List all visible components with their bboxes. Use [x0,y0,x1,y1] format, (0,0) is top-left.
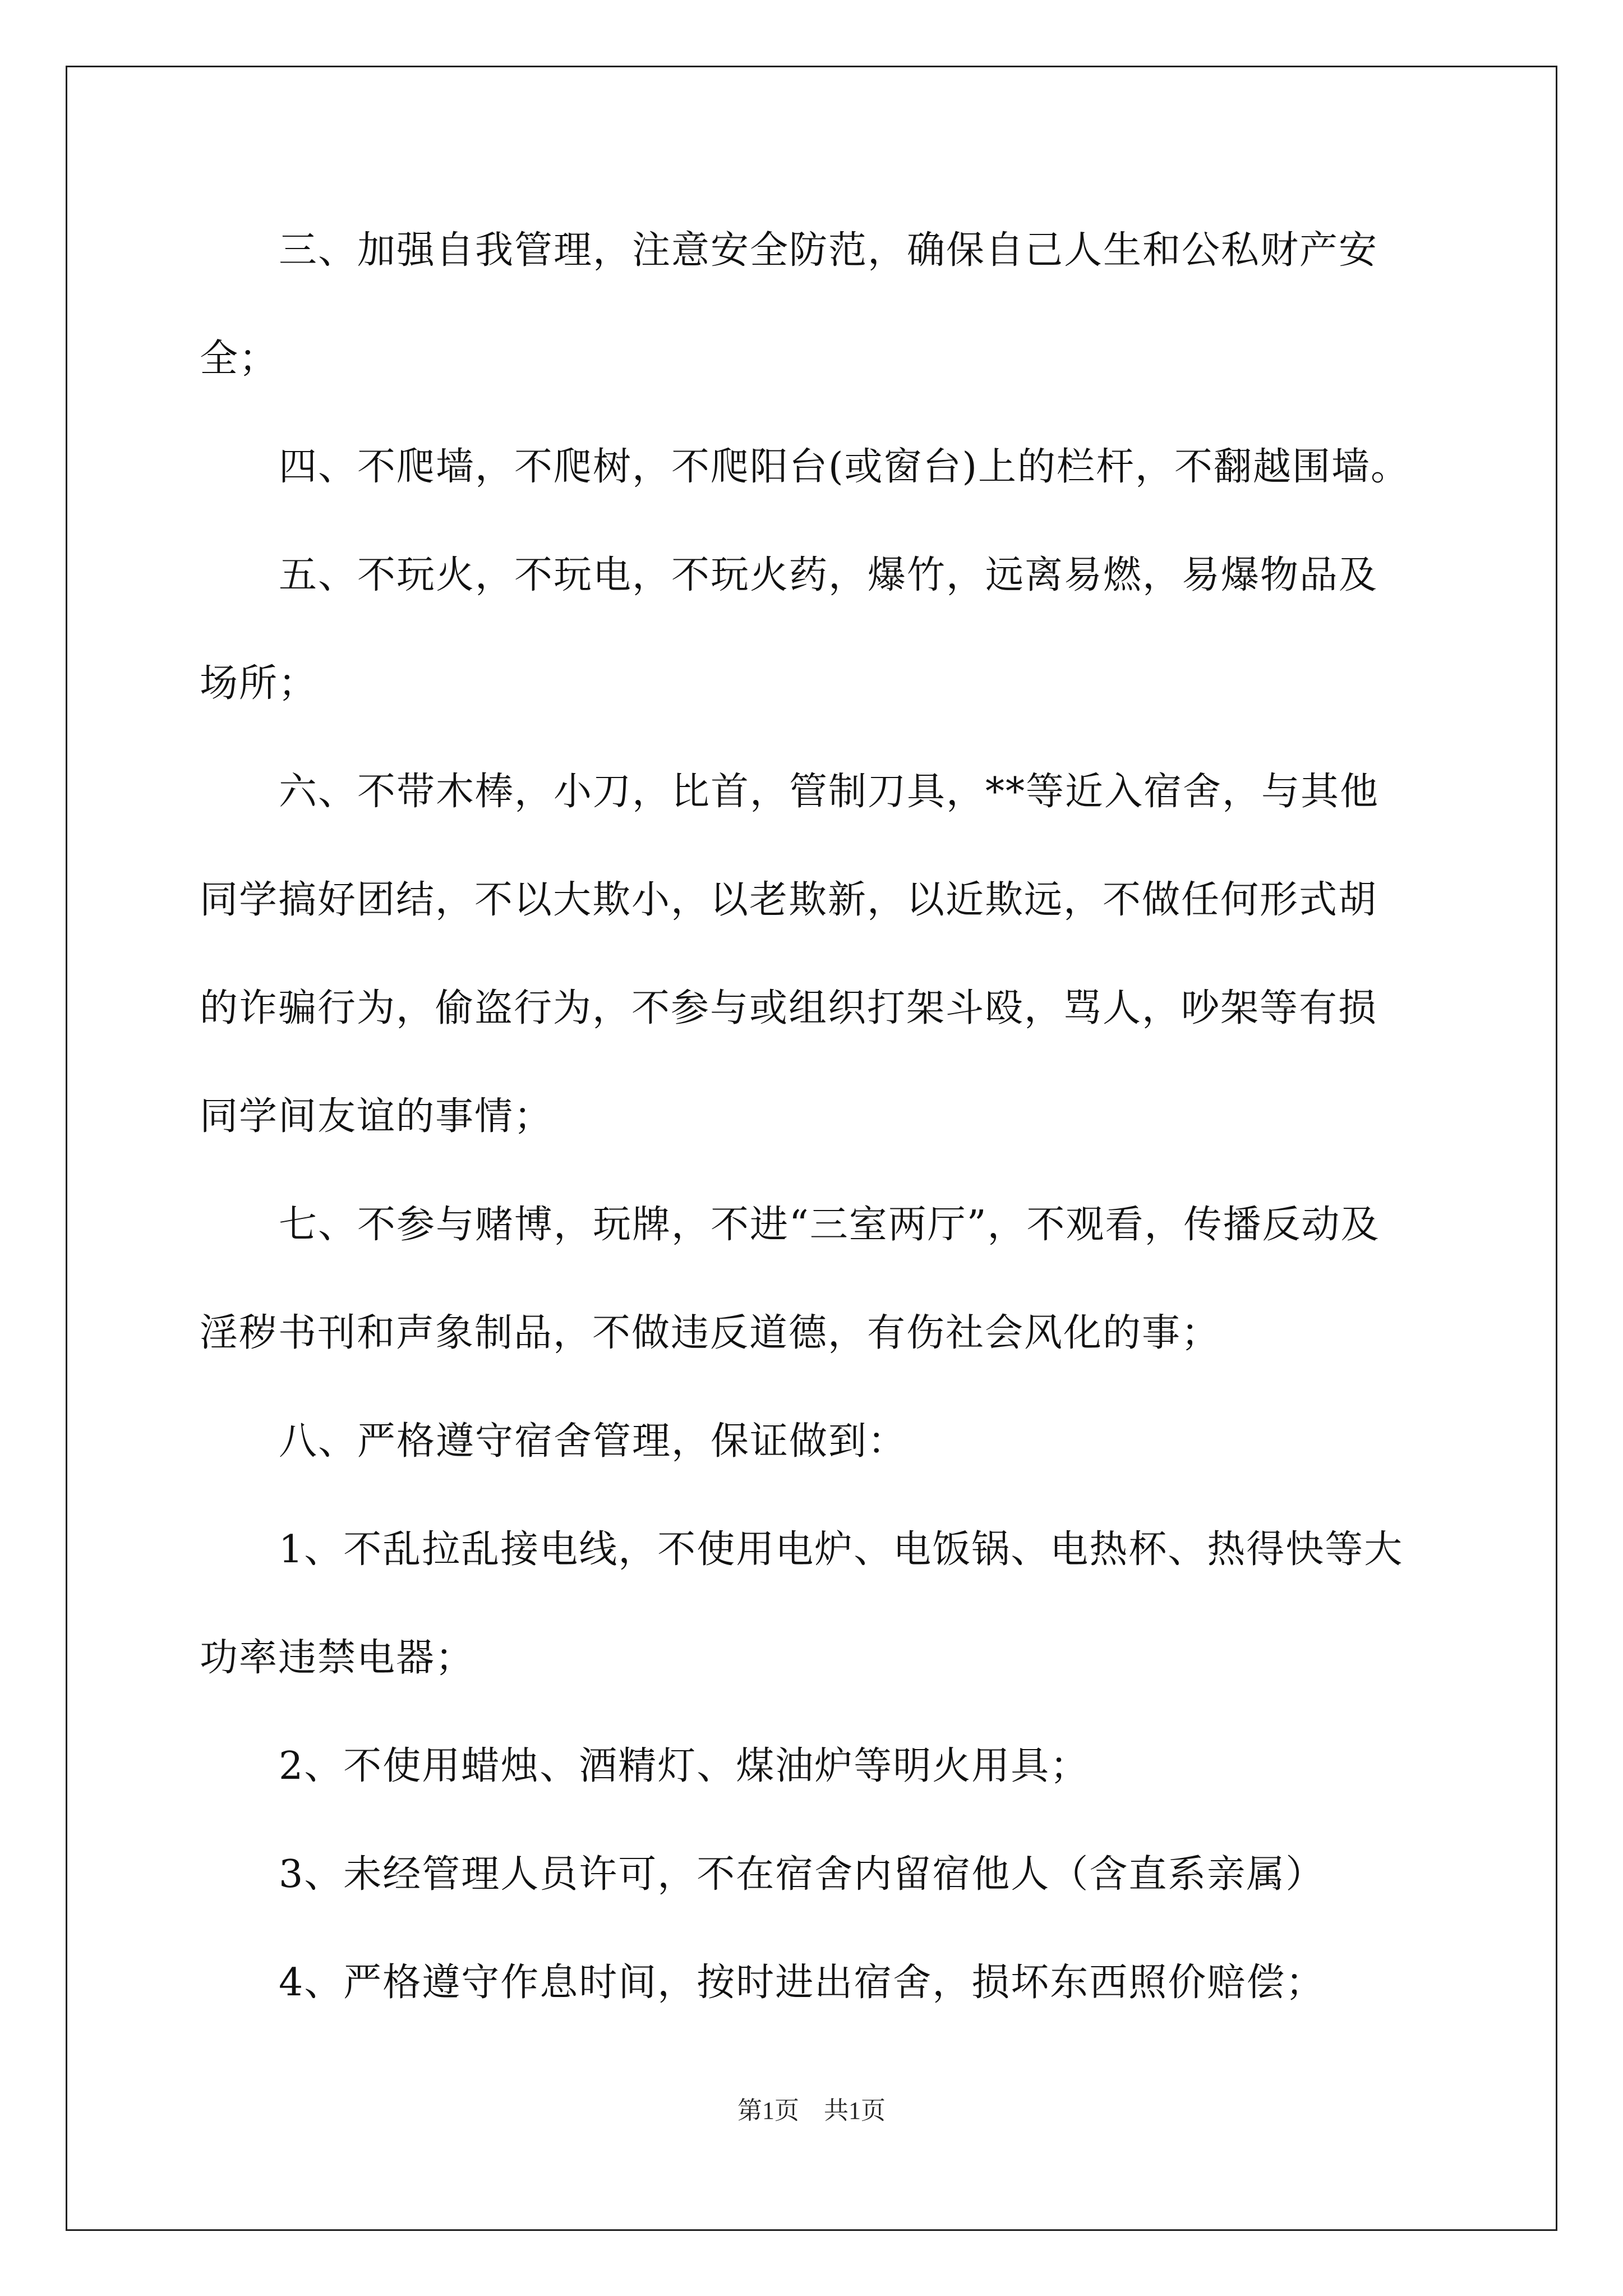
paragraph-line: 1、不乱拉乱接电线，不使用电炉、电饭锅、电热杯、热得快等大 [279,1527,1404,1572]
paragraph-line: 场所； [200,661,318,706]
paragraph-line: 四、不爬墙，不爬树，不爬阳台(或窗台)上的栏杆，不翻越围墙。 [279,445,1410,489]
paragraph-line: 同学搞好团结，不以大欺小，以老欺新，以近欺远，不做任何形式胡 [200,878,1378,922]
paragraph-line: 同学间友谊的事情； [200,1094,554,1139]
paragraph-line: 七、不参与赌博，玩牌，不进“三室两厅”，不观看，传播反动及 [279,1203,1380,1247]
paragraph-line: 功率违禁电器； [200,1636,475,1680]
page-number-footer: 第1页 共1页 [737,2097,886,2124]
paragraph-line: 五、不玩火，不玩电，不玩火药，爆竹，远离易燃，易爆物品及 [279,553,1378,597]
paragraph-line: 六、不带木棒，小刀，比首，管制刀具，**等近入宿舍，与其他 [279,770,1380,814]
page-border [66,66,1557,2231]
paragraph-line: 淫秽书刊和声象制品，不做违反道德，有伤社会风化的事； [200,1311,1221,1355]
paragraph-line: 三、加强自我管理，注意安全防范，确保自己人生和公私财产安 [279,228,1378,273]
paragraph-line: 2、不使用蜡烛、酒精灯、煤油炉等明火用具； [279,1744,1090,1788]
paragraph-line: 全； [200,337,279,381]
paragraph-line: 4、严格遵守作息时间，按时进出宿舍，损坏东西照价赔偿； [279,1961,1325,2005]
paragraph-line: 3、未经管理人员许可，不在宿舍内留宿他人（含直系亲属） [279,1852,1325,1897]
paragraph-line: 的诈骗行为，偷盗行为，不参与或组织打架斗殴，骂人，吵架等有损 [200,986,1378,1030]
paragraph-line: 八、严格遵守宿舍管理，保证做到： [279,1419,907,1464]
